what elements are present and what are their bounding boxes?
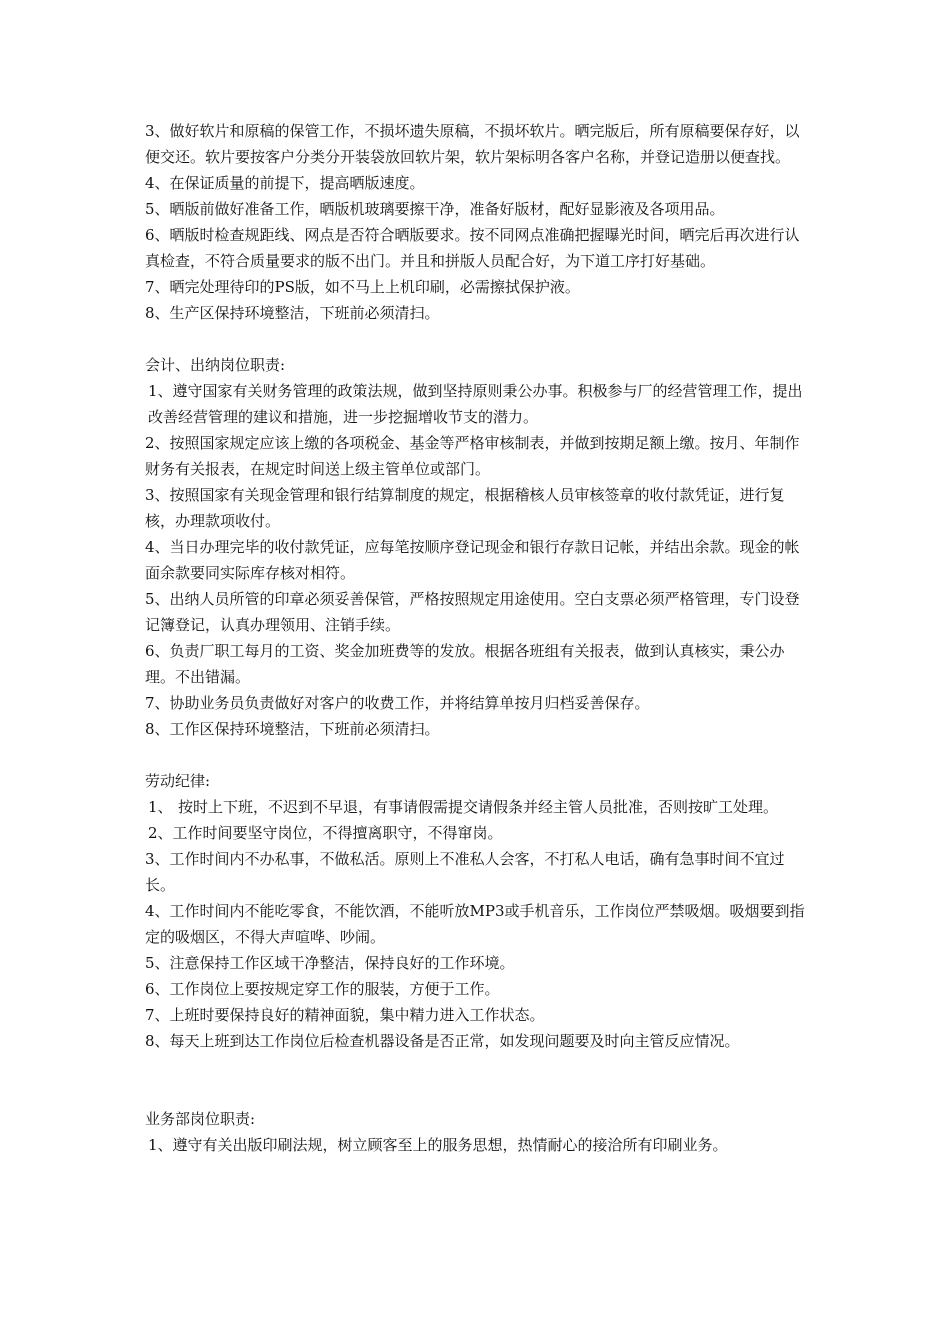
discipline-item-5: 5、注意保持工作区域干净整洁，保持良好的工作环境。	[145, 954, 515, 972]
document-body	[145, 118, 810, 1158]
discipline-item-2: 2、工作时间要坚守岗位，不得擅离职守，不得窜岗。	[148, 824, 503, 842]
discipline-heading: 劳动纪律:	[145, 772, 211, 790]
print-item-4: 4、在保证质量的前提下，提高晒版速度。	[145, 174, 425, 192]
business-heading: 业务部岗位职责:	[145, 1110, 256, 1128]
print-item-8: 8、生产区保持环境整洁，下班前必须清扫。	[145, 304, 440, 322]
discipline-item-7: 7、上班时要保持良好的精神面貌，集中精力进入工作状态。	[145, 1006, 545, 1024]
discipline-item-6: 6、工作岗位上要按规定穿工作的服装，方便于工作。	[145, 980, 500, 998]
discipline-item-1	[145, 794, 810, 820]
accounting-item-1: 1、遵守国家有关财务管理的政策法规，做到坚持原则秉公办事。积极参与厂的经营管理工作，提出改善经营管理的建议和措施，进一步挖掘增收节支的潜力。	[148, 382, 803, 426]
accounting-item-3: 3、按照国家有关现金管理和银行结算制度的规定，根据稽核人员审核签章的收付款凭证，进行复核，办理款项收付。	[145, 486, 785, 530]
print-item-5: 5、晒版前做好准备工作，晒版机玻璃要擦干净，准备好版材，配好显影液及各项用品。	[145, 200, 725, 218]
accounting-item-5: 5、出纳人员所管的印章必须妥善保管，严格按照规定用途使用。空白支票必须严格管理，专门设登记簿登记，认真办理领用、注销手续。	[145, 590, 800, 634]
discipline-item-4: 4、工作时间内不能吃零食，不能饮酒，不能听放MP3或手机音乐，工作岗位严禁吸烟。吸烟要到指定的吸烟区，不得大声喧哗、吵闹。	[145, 902, 805, 946]
section-spacer	[145, 326, 810, 352]
print-item-3: 3、做好软片和原稿的保管工作，不损坏遗失原稿，不损坏软片。晒完版后，所有原稿要保存好，以便交还。软片要按客户分类分开装袋放回软片架，软片架标明各客户名称，并登记造册以便查找。	[145, 122, 800, 166]
section-spacer	[145, 1054, 810, 1106]
section-spacer	[145, 742, 810, 768]
discipline-item-1-number: 1、	[148, 798, 173, 816]
accounting-item-4: 4、当日办理完毕的收付款凭证，应每笔按顺序登记现金和银行存款日记帐，并结出余款。现金的帐面余款要同实际库存核对相符。	[145, 538, 800, 582]
accounting-item-8: 8、工作区保持环境整洁，下班前必须清扫。	[145, 720, 440, 738]
business-item-1: 1、遵守有关出版印刷法规，树立顾客至上的服务思想，热情耐心的接洽所有印刷业务。	[148, 1136, 728, 1154]
accounting-item-2: 2、按照国家规定应该上缴的各项税金、基金等严格审核制表，并做到按期足额上缴。按月、年制作财务有关报表，在规定时间送上级主管单位或部门。	[145, 434, 800, 478]
discipline-item-1-text: 按时上下班，不迟到不早退，有事请假需提交请假条并经主管人员批准，否则按旷工处理。	[178, 798, 779, 816]
accounting-heading: 会计、出纳岗位职责:	[145, 356, 286, 374]
accounting-item-7: 7、协助业务员负责做好对客户的收费工作，并将结算单按月归档妥善保存。	[145, 694, 650, 712]
accounting-item-6: 6、负责厂职工每月的工资、奖金加班费等的发放。根据各班组有关报表，做到认真核实，秉公办理。不出错漏。	[145, 642, 785, 686]
discipline-item-8: 8、每天上班到达工作岗位后检查机器设备是否正常，如发现问题要及时向主管反应情况。	[145, 1032, 740, 1050]
print-item-6: 6、晒版时检查规距线、网点是否符合晒版要求。按不同网点准确把握曝光时间，晒完后再次进行认真检查，不符合质量要求的版不出门。并且和拼版人员配合好，为下道工序打好基础。	[145, 226, 800, 270]
discipline-item-3: 3、工作时间内不办私事，不做私活。原则上不准私人会客，不打私人电话，确有急事时间不宜过长。	[145, 850, 785, 894]
print-item-7: 7、晒完处理待印的PS版，如不马上上机印刷，必需擦拭保护液。	[145, 278, 580, 296]
